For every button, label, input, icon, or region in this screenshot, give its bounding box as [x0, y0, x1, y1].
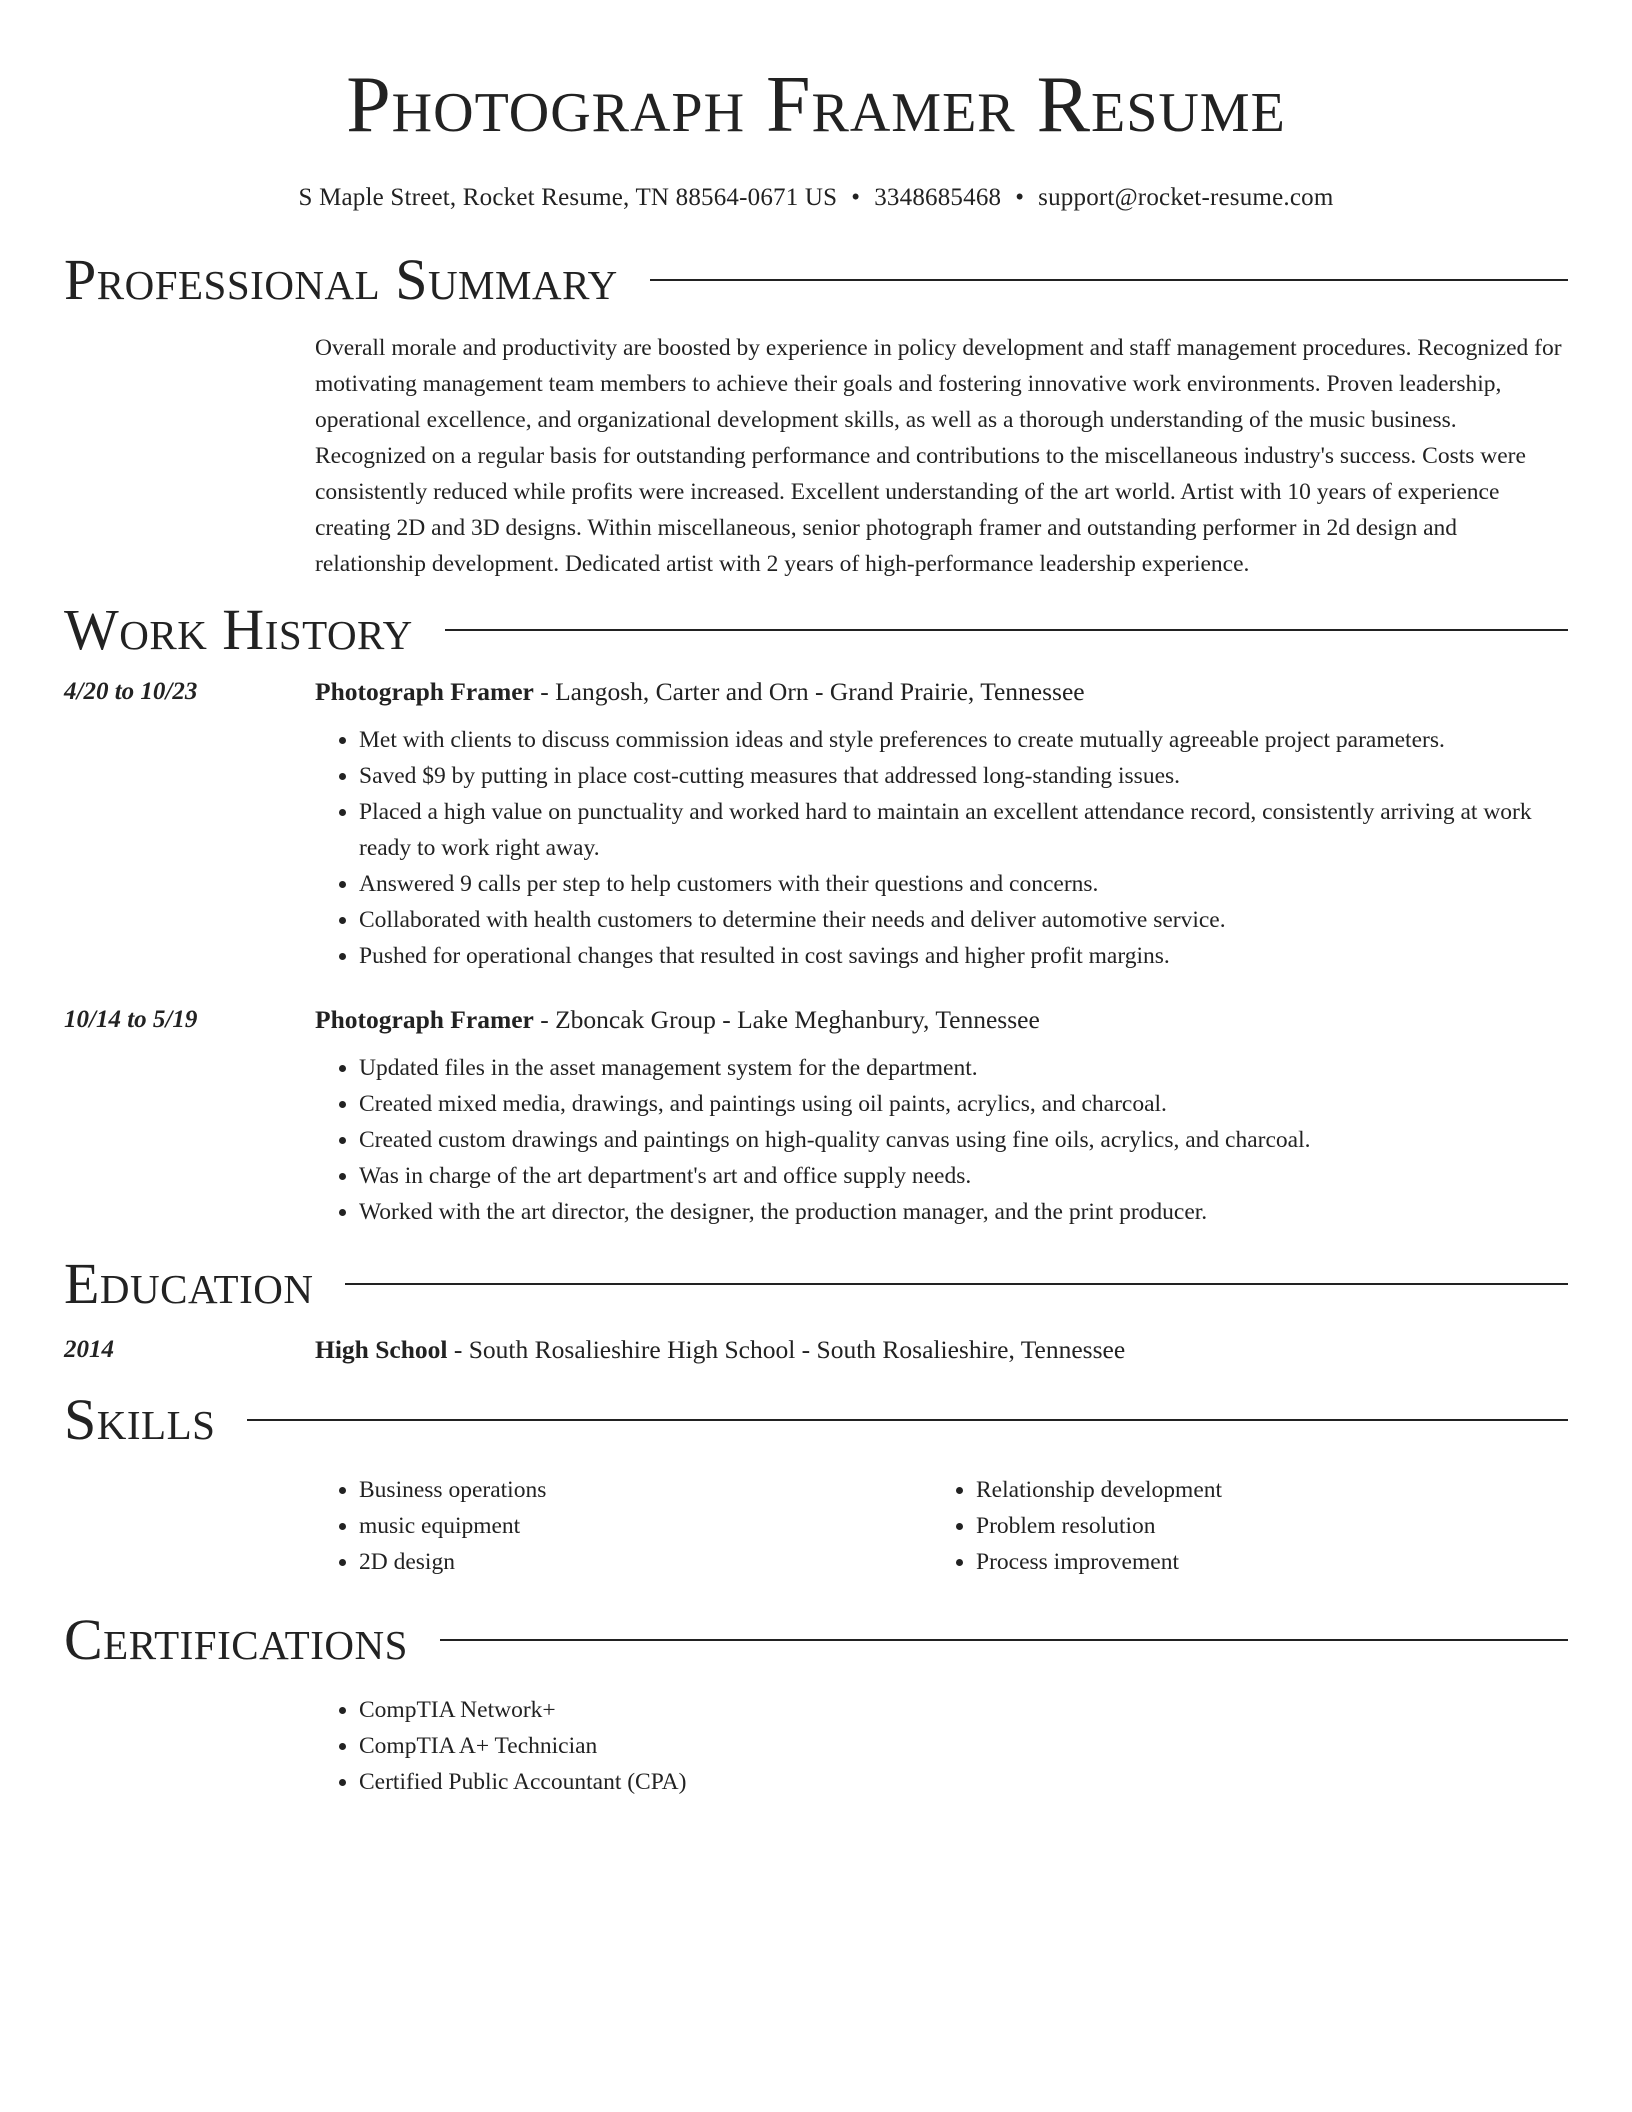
education-heading-line — [315, 1334, 1568, 1366]
certifications-section — [64, 1607, 1568, 1800]
list-item: • Collaborated with health customers to determine their needs and deliver automotive service. — [359, 902, 1568, 938]
contact-line — [64, 182, 1568, 214]
contact-email: support@rocket-resume.com — [1038, 184, 1334, 211]
list-item: • Updated files in the asset management system for the department. — [359, 1050, 1568, 1086]
summary-section — [64, 247, 1568, 582]
skills-column-left — [315, 1472, 932, 1580]
list-item: • Certified Public Accountant (CPA) — [359, 1764, 1568, 1800]
summary-heading: Professional Summary — [64, 247, 618, 312]
education-degree: High School — [315, 1335, 448, 1364]
certifications-section-header — [64, 1607, 1568, 1672]
certifications-heading: Certifications — [64, 1607, 408, 1672]
summary-section-header — [64, 247, 1568, 312]
job-body — [315, 676, 1568, 974]
list-item: • Problem resolution — [976, 1508, 1549, 1544]
resume-title: Photograph Framer Resume — [346, 61, 1286, 149]
work-history-section-header — [64, 597, 1568, 662]
summary-text: Overall morale and productivity are boosted by experience in policy development and staff management procedures. Recognized for motivating management team members to achieve their goals and fostering innovative work environments. Proven leadership, operational excellence, and organizational development skills, as well as a thorough understanding of the music business. Recognized on a regular basis for outstanding performance and contributions to the miscellaneous industry's success. Costs were consistently reduced while profits were increased. Excellent understanding of the art world. Artist with 10 years of experience creating 2D and 3D designs. Within miscellaneous, senior photograph framer and outstanding performer in 2d design and relationship development. Dedicated artist with 2 years of high-performance leadership experience. — [315, 335, 1562, 577]
skills-heading: Skills — [64, 1387, 216, 1452]
list-item: • CompTIA Network+ — [359, 1692, 1568, 1728]
section-divider — [440, 1639, 1568, 1641]
list-item: • CompTIA A+ Technician — [359, 1728, 1568, 1764]
job-entry — [64, 676, 1568, 974]
section-divider — [345, 1283, 1568, 1285]
list-item: • Relationship development — [976, 1472, 1549, 1508]
list-item: • Met with clients to discuss commission ideas and style preferences to create mutually agreeable project parameters. — [359, 722, 1568, 758]
education-body — [315, 1334, 1568, 1366]
list-item: • Created mixed media, drawings, and paintings using oil paints, acrylics, and charcoal. — [359, 1086, 1568, 1122]
job-title: Photograph Framer — [315, 677, 534, 706]
skills-column-right — [932, 1472, 1549, 1580]
job-heading — [315, 1004, 1568, 1036]
education-year: 2014 — [64, 1336, 114, 1363]
skills-section — [64, 1387, 1568, 1580]
job-heading — [315, 676, 1568, 708]
contact-address: S Maple Street, Rocket Resume, TN 88564-0671 US — [298, 184, 838, 211]
job-entry — [64, 1004, 1568, 1230]
work-history-section — [64, 597, 1568, 1230]
work-history-heading: Work History — [64, 597, 413, 662]
job-details: - Langosh, Carter and Orn - Grand Prairie, Tennessee — [533, 677, 1085, 706]
contact-separator: • — [851, 184, 861, 211]
job-details: - Zboncak Group - Lake Meghanbury, Tennessee — [533, 1005, 1040, 1034]
list-item: • Worked with the art director, the designer, the production manager, and the print producer. — [359, 1194, 1568, 1230]
certifications-bullets — [315, 1692, 1568, 1800]
education-section — [64, 1251, 1568, 1366]
list-item: • Pushed for operational changes that resulted in cost savings and higher profit margins. — [359, 938, 1568, 974]
skills-grid — [315, 1472, 1568, 1580]
section-divider — [650, 279, 1568, 281]
job-dates: 4/20 to 10/23 — [64, 678, 198, 705]
job-title: Photograph Framer — [315, 1005, 534, 1034]
contact-separator: • — [1015, 184, 1025, 211]
list-item: • Was in charge of the art department's art and office supply needs. — [359, 1158, 1568, 1194]
list-item: • Answered 9 calls per step to help customers with their questions and concerns. — [359, 866, 1568, 902]
certifications-list — [315, 1692, 1568, 1800]
education-details: - South Rosalieshire High School - South Rosalieshire, Tennessee — [447, 1335, 1126, 1364]
list-item: • Business operations — [359, 1472, 932, 1508]
education-heading: Education — [64, 1251, 314, 1316]
job-dates: 10/14 to 5/19 — [64, 1006, 198, 1033]
education-entry — [64, 1334, 1568, 1366]
list-item: • 2D design — [359, 1544, 932, 1580]
resume-page — [64, 0, 1568, 1800]
list-item: • Process improvement — [976, 1544, 1549, 1580]
skills-list-left — [315, 1472, 932, 1580]
job-bullets — [315, 1050, 1568, 1230]
skills-section-header — [64, 1387, 1568, 1452]
section-divider — [247, 1419, 1568, 1421]
section-divider — [445, 629, 1568, 631]
education-section-header — [64, 1251, 1568, 1316]
list-item: • music equipment — [359, 1508, 932, 1544]
contact-phone: 3348685468 — [874, 184, 1002, 211]
list-item: • Created custom drawings and paintings on high-quality canvas using fine oils, acrylics, and charcoal. — [359, 1122, 1568, 1158]
skills-list-right — [932, 1472, 1549, 1580]
list-item: • Saved $9 by putting in place cost-cutting measures that addressed long-standing issues. — [359, 758, 1568, 794]
list-item: • Placed a high value on punctuality and worked hard to maintain an excellent attendance record, consistently arriving at work ready to work right away. — [359, 794, 1568, 866]
job-bullets — [315, 722, 1568, 974]
job-body — [315, 1004, 1568, 1230]
